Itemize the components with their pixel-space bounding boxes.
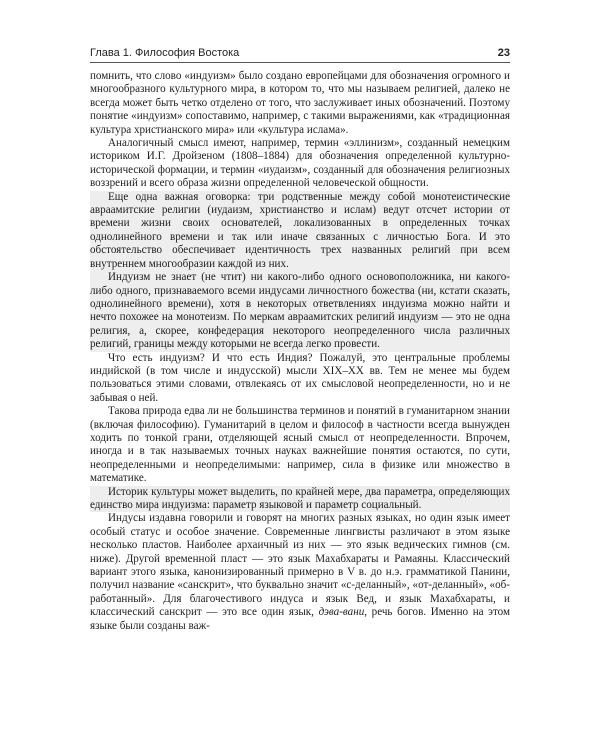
paragraph-highlighted: Индуизм не знает (не чтит) ни какого-либо одного основоположника, ни какого-либо одного, признаваемого всеми индусами личностного божества (ни, кстати сказать, однолинейного времени), хотя в некоторых ответвлениях индуизма можно найти и нечто похожее на монотеизм. По меркам авраамитских религий индуизм — это не одна религия, а, скорее, конфедерация некоторого неопределенного числа различных религий, границы между которыми не всегда легко провести.	[90, 271, 510, 351]
paragraph-highlighted: Историк культуры может выделить, по крайней мере, два параметра, определяющих единство мира индуизма: параметр языковой и параметр социальный.	[90, 485, 510, 511]
paragraph-text: , речь богов. Именно на этом языке были созданы важ-	[90, 606, 510, 632]
paragraph-text: Индусы издавна говорили и говорят на многих разных языках, но один язык имеет особый статус и особое значение. Современные лингвисты различают в этом языке несколько пластов. Наиболее архаичный из них — это язык ведических гимнов (см. ниже). Другой временной пласт — это язык Махабхараты и Рамаяны. Классический вариант этого языка, канонизированный примерно в V в. до н.э. грамматикой Панини, получил название «санскрит», что буквально значит «с-деланный», «от-деланный», «об-работанный». Для благочестивого индуса и язык Вед, и язык Махабхараты, и классический санскрит — это все один язык,	[90, 512, 510, 619]
paragraph: Аналогичный смысл имеют, например, термин «эллинизм», созданный немецким историком И.Г. Дройзеном (1808–1884) для обозначения определенной культурно-исторической формации, и термин «иудаизм», созданный для обозначения религиозных воззрений и всего образа жизни определенной человеческой общности.	[90, 137, 510, 190]
body-text	[90, 70, 510, 728]
paragraph: Такова природа едва ли не большинства терминов и понятий в гуманитарном знании (включая философию). Гуманитарий в целом и философ в частности всегда вынужден ходить по тонкой грани, отделяющей ясный смысл от неопределенности. Впрочем, иногда и в так называемых точных науках важнейшие понятия остаются, по сути, неопределенными и неопределимыми: например, сила в физике или множество в математике.	[90, 405, 510, 485]
paragraph: Что есть индуизм? И что есть Индия? Пожалуй, это центральные проблемы индийской (в том числе и индусской) мысли XIX–XX вв. Тем не менее мы будем пользоваться этими словами, отвлекаясь от их смысловой неопределенности, но и не забывая о ней.	[90, 351, 510, 404]
paragraph-highlighted: Еще одна важная оговорка: три родственные между собой монотеистические авраамитские религии (иудаизм, христианство и ислам) ведут отсчет истории от времени жизни своих основателей, локализованных в определенных точках однолинейного времени и так или иначе связанных с личностью Бога. И это обстоятельство обеспечивает идентичность трех названных религий при всем внутреннем многообразии каждой из них.	[90, 190, 510, 270]
paragraph	[90, 512, 510, 633]
chapter-title: Глава 1. Философия Востока	[90, 47, 240, 59]
running-head	[90, 46, 510, 60]
paragraph: помнить, что слово «индуизм» было создано европейцами для обозначения огромного и многообразного культурного мира, в котором то, что мы называем религией, далеко не всегда может быть четко отделено от того, что заслуживает иных обозначений. Поэтому понятие «индуизм» сопоставимо, например, с такими выражениями, как «традиционная культура христианского мира» или «культура ислама».	[90, 70, 510, 136]
italic-term: дэва-вани	[318, 606, 365, 619]
page-number: 23	[497, 47, 510, 59]
header-rule	[90, 62, 510, 63]
